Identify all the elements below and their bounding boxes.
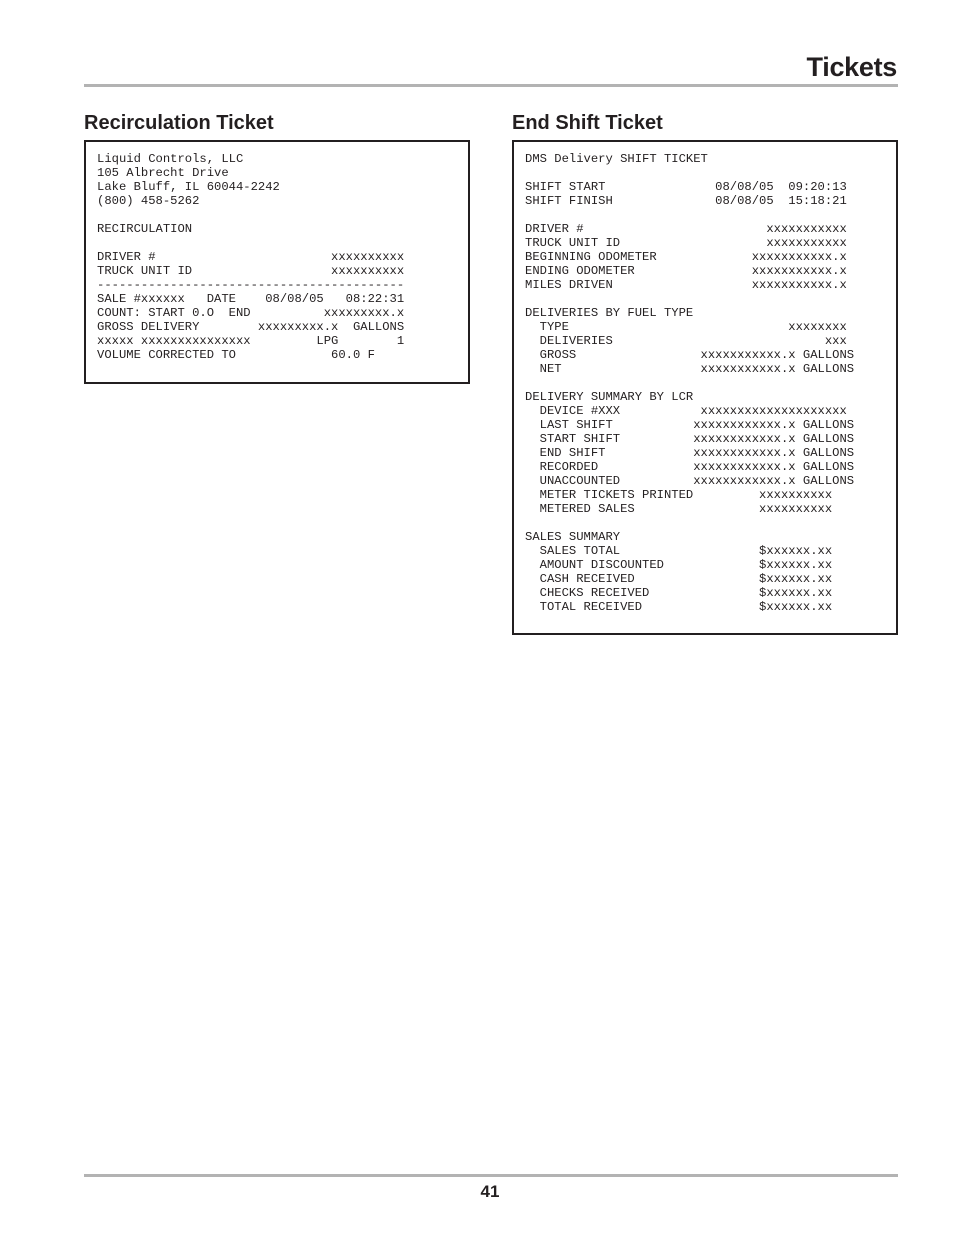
ticket-line: DMS Delivery SHIFT TICKET	[525, 152, 708, 166]
ticket-line: TYPE xxxxxxxx	[525, 320, 847, 334]
ticket-line: DRIVER # xxxxxxxxxxx	[525, 222, 847, 236]
ticket-line: (800) 458-5262	[97, 194, 200, 208]
ticket-line: COUNT: START 0.O END xxxxxxxxx.x	[97, 306, 405, 320]
ticket-line: METER TICKETS PRINTED xxxxxxxxxx	[525, 488, 833, 502]
ticket-line: UNACCOUNTED xxxxxxxxxxxx.x GALLONS	[525, 474, 855, 488]
end-shift-ticket-title: End Shift Ticket	[512, 112, 663, 134]
ticket-line: CASH RECEIVED $xxxxxx.xx	[525, 572, 833, 586]
ticket-line: MILES DRIVEN xxxxxxxxxxx.x	[525, 278, 847, 292]
ticket-line: GROSS DELIVERY xxxxxxxxx.x GALLONS	[97, 320, 405, 334]
ticket-line: DEVICE #XXX xxxxxxxxxxxxxxxxxxxx	[525, 404, 847, 418]
ticket-line: NET xxxxxxxxxxx.x GALLONS	[525, 362, 855, 376]
top-rule	[84, 84, 898, 87]
ticket-line: AMOUNT DISCOUNTED $xxxxxx.xx	[525, 558, 833, 572]
ticket-line: DELIVERY SUMMARY BY LCR	[525, 390, 694, 404]
ticket-line: TRUCK UNIT ID xxxxxxxxxxx	[525, 236, 847, 250]
ticket-line: BEGINNING ODOMETER xxxxxxxxxxx.x	[525, 250, 847, 264]
ticket-line: SHIFT START 08/08/05 09:20:13	[525, 180, 847, 194]
ticket-line: SALE #xxxxxx DATE 08/08/05 08:22:31	[97, 292, 405, 306]
ticket-line: METERED SALES xxxxxxxxxx	[525, 502, 833, 516]
ticket-line: Lake Bluff, IL 60044-2242	[97, 180, 280, 194]
ticket-line: GROSS xxxxxxxxxxx.x GALLONS	[525, 348, 855, 362]
ticket-line: START SHIFT xxxxxxxxxxxx.x GALLONS	[525, 432, 855, 446]
ticket-line: END SHIFT xxxxxxxxxxxx.x GALLONS	[525, 446, 855, 460]
ticket-line: DELIVERIES BY FUEL TYPE	[525, 306, 694, 320]
recirculation-ticket	[84, 140, 470, 384]
ticket-line: RECIRCULATION	[97, 222, 193, 236]
recirculation-ticket-text	[97, 152, 468, 362]
ticket-line: VOLUME CORRECTED TO 60.0 F	[97, 348, 375, 362]
ticket-line: LAST SHIFT xxxxxxxxxxxx.x GALLONS	[525, 418, 855, 432]
ticket-line: Liquid Controls, LLC	[97, 152, 244, 166]
ticket-line: TRUCK UNIT ID xxxxxxxxxx	[97, 264, 405, 278]
ticket-line: RECORDED xxxxxxxxxxxx.x GALLONS	[525, 460, 855, 474]
recirculation-ticket-title: Recirculation Ticket	[84, 112, 274, 134]
ticket-line: ENDING ODOMETER xxxxxxxxxxx.x	[525, 264, 847, 278]
ticket-line: SALES SUMMARY	[525, 530, 621, 544]
ticket-line: xxxxx xxxxxxxxxxxxxxx LPG 1	[97, 334, 405, 348]
ticket-line: SALES TOTAL $xxxxxx.xx	[525, 544, 833, 558]
ticket-line: ------------------------------------------	[97, 278, 405, 292]
page-title: Tickets	[806, 52, 897, 82]
end-shift-ticket	[512, 140, 898, 635]
page-number: 41	[480, 1182, 500, 1201]
bottom-rule	[84, 1174, 898, 1177]
ticket-line: SHIFT FINISH 08/08/05 15:18:21	[525, 194, 847, 208]
end-shift-ticket-text	[525, 152, 896, 614]
ticket-line: TOTAL RECEIVED $xxxxxx.xx	[525, 600, 833, 614]
ticket-line: 105 Albrecht Drive	[97, 166, 229, 180]
ticket-line: DELIVERIES xxx	[525, 334, 847, 348]
ticket-line: DRIVER # xxxxxxxxxx	[97, 250, 405, 264]
ticket-line: CHECKS RECEIVED $xxxxxx.xx	[525, 586, 833, 600]
